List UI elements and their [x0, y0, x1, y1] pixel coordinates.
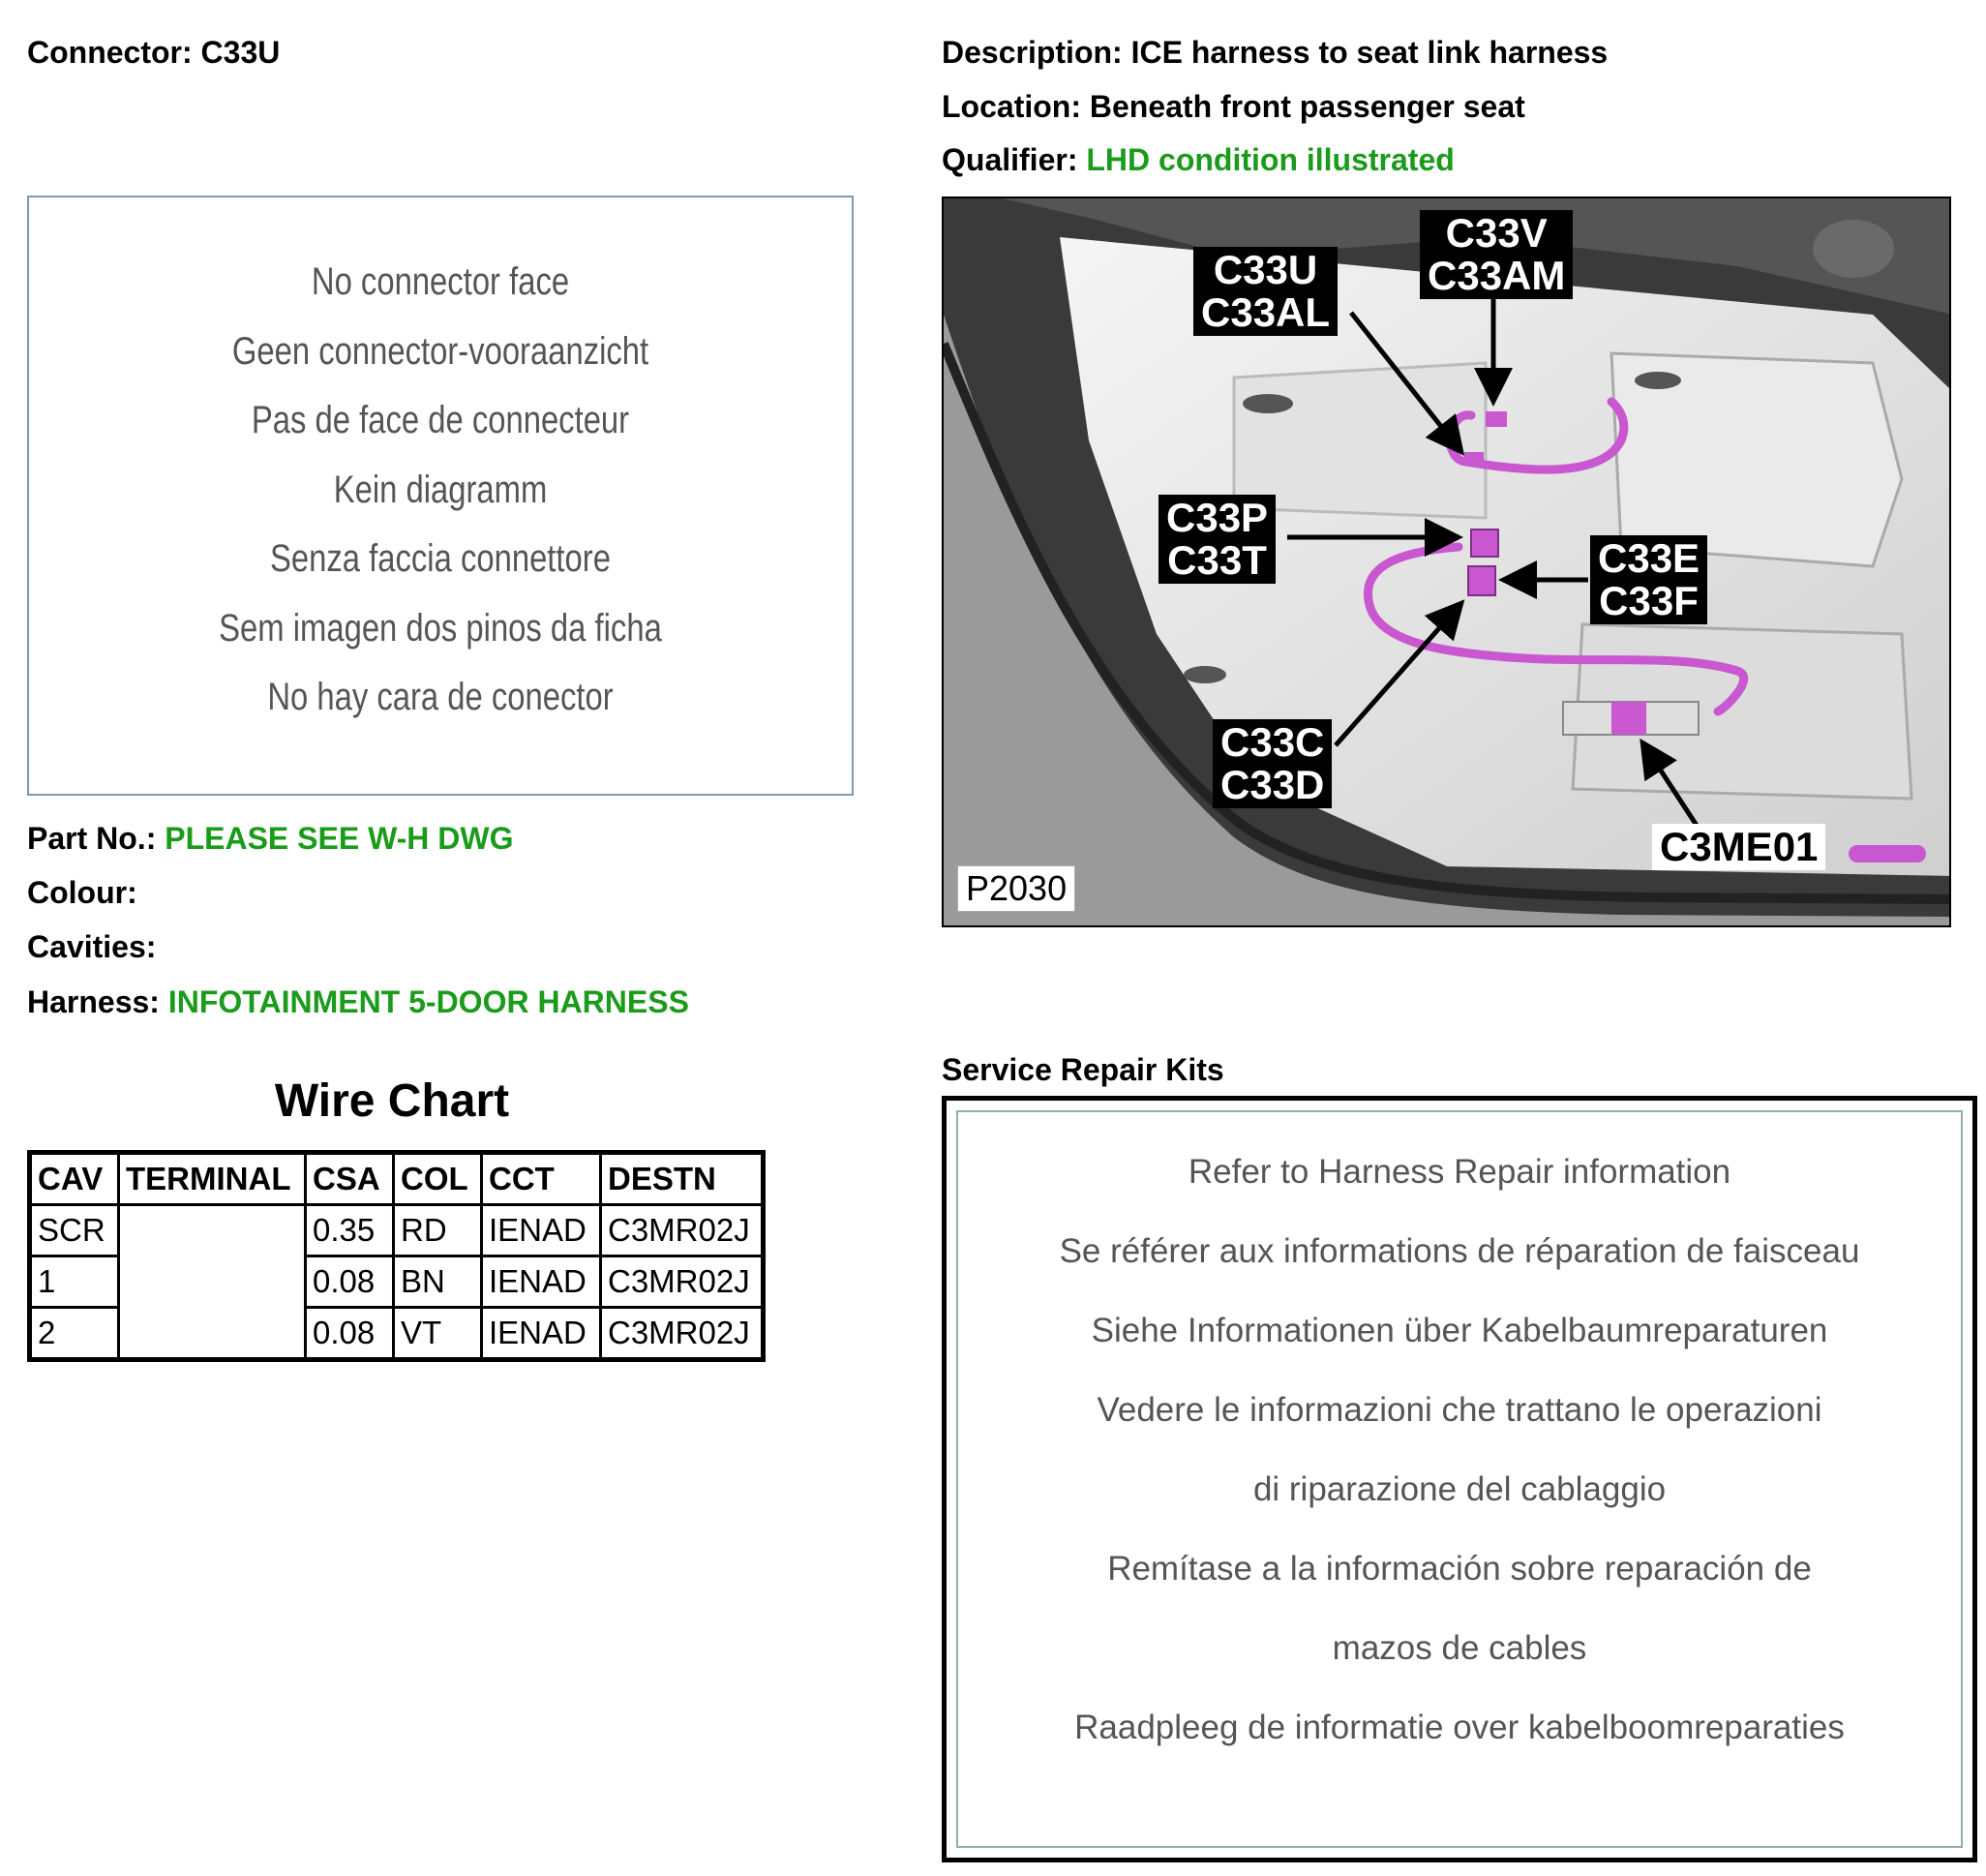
callout-label: C3ME01: [1660, 824, 1819, 869]
connector-face-line: Kein diagramm: [333, 468, 548, 511]
header-cav: CAV: [30, 1153, 119, 1205]
cell-cct: IENAD: [482, 1308, 601, 1360]
callout-c33v-c33am: [1420, 210, 1573, 299]
table-row: [30, 1205, 764, 1256]
service-repair-box: [942, 1096, 1977, 1862]
colour-label: Colour:: [27, 875, 137, 910]
cell-cct: IENAD: [482, 1205, 601, 1256]
qualifier-label: Qualifier:: [942, 142, 1078, 177]
cell-csa: 0.08: [306, 1256, 394, 1308]
description-label: Description:: [942, 35, 1123, 70]
header-csa: CSA: [306, 1153, 394, 1205]
qualifier-value: LHD condition illustrated: [1086, 142, 1455, 177]
connector-face-line: No hay cara de conector: [267, 676, 614, 718]
callout-label: C33T: [1167, 537, 1267, 583]
callout-label: C33U: [1213, 247, 1318, 292]
cell-col: RD: [394, 1205, 482, 1256]
repair-line: Siehe Informationen über Kabelbaumreparaturen: [1091, 1312, 1828, 1349]
callout-c33p-c33t: [1158, 495, 1276, 584]
cell-destn: C3MR02J: [601, 1256, 764, 1308]
figure-code: P2030: [957, 865, 1075, 912]
service-repair-inner: [956, 1110, 1963, 1848]
callout-c33c-c33d: [1213, 719, 1332, 808]
location-label: Location:: [942, 89, 1081, 124]
wire-chart-table: [27, 1150, 766, 1362]
cell-destn: C3MR02J: [601, 1205, 764, 1256]
connector-face-lines: [29, 248, 852, 733]
connector-face-box: [27, 196, 854, 796]
callout-label: C33C: [1220, 719, 1325, 765]
location-value: Beneath front passenger seat: [1089, 89, 1525, 124]
harness-label: Harness:: [27, 984, 160, 1019]
header-terminal: TERMINAL: [119, 1153, 306, 1205]
part-no-value: PLEASE SEE W-H DWG: [165, 821, 514, 856]
location-line: [942, 89, 1525, 125]
repair-line: Remítase a la información sobre reparación de: [1107, 1550, 1812, 1588]
connector-face-line: Sem imagen dos pinos da ficha: [219, 606, 662, 650]
wire-chart-title: Wire Chart: [274, 1075, 510, 1127]
description-value: ICE harness to seat link harness: [1130, 35, 1609, 70]
callout-label: C33F: [1599, 578, 1699, 623]
cell-csa: 0.08: [306, 1308, 394, 1360]
location-figure: [942, 197, 1951, 927]
harness-line: [27, 984, 689, 1020]
cell-csa: 0.35: [306, 1205, 394, 1256]
cell-cav: 2: [30, 1308, 119, 1360]
callout-label: C33AL: [1201, 289, 1331, 335]
repair-line: Raadpleeg de informatie over kabelboomreparaties: [1074, 1709, 1845, 1746]
repair-line: Vedere le informazioni che trattano le operazioni: [1097, 1391, 1822, 1429]
repair-line: Refer to Harness Repair information: [1188, 1153, 1731, 1191]
connector-line: [27, 35, 280, 71]
harness-value: INFOTAINMENT 5-DOOR HARNESS: [167, 984, 689, 1019]
repair-line: Se référer aux informations de réparation de faisceau: [1059, 1232, 1860, 1270]
connector-face-line: Geen connector-vooraanzicht: [231, 329, 649, 373]
connector-face-line: No connector face: [311, 260, 570, 303]
wire-chart-header-row: [30, 1153, 764, 1205]
cavities-label: Cavities:: [27, 929, 157, 964]
description-line: [942, 35, 1608, 71]
callout-label: C33P: [1166, 495, 1269, 540]
qualifier-line: [942, 142, 1455, 178]
callout-c33e-c33f: [1590, 535, 1707, 624]
callout-c33u-c33al: [1193, 247, 1338, 336]
connector-face-line: Pas de face de connecteur: [251, 399, 630, 441]
callout-c3me01: [1652, 824, 1825, 870]
cell-destn: C3MR02J: [601, 1308, 764, 1360]
repair-line: di riparazione del cablaggio: [1252, 1470, 1667, 1508]
cell-cav: 1: [30, 1256, 119, 1308]
colour-line: [27, 875, 137, 911]
callout-label: C33D: [1220, 762, 1325, 807]
cell-cct: IENAD: [482, 1256, 601, 1308]
cell-cav: SCR: [30, 1205, 119, 1256]
callout-label: C33E: [1598, 535, 1700, 581]
cell-col: BN: [394, 1256, 482, 1308]
service-repair-title: Service Repair Kits: [942, 1052, 1224, 1087]
header-col: COL: [394, 1153, 482, 1205]
cavities-line: [27, 929, 156, 965]
cell-terminal: [119, 1205, 306, 1360]
header-destn: DESTN: [601, 1153, 764, 1205]
repair-line: mazos de cables: [1332, 1629, 1587, 1667]
part-no-label: Part No.:: [27, 821, 157, 856]
vehicle-floor-illustration: [944, 198, 1951, 927]
part-no-line: [27, 821, 514, 857]
connector-label: Connector:: [27, 35, 193, 70]
cell-col: VT: [394, 1308, 482, 1360]
callout-label: C33AM: [1428, 253, 1566, 298]
connector-face-line: Senza faccia connettore: [270, 537, 611, 580]
header-cct: CCT: [482, 1153, 601, 1205]
connector-value: C33U: [200, 35, 281, 70]
callout-label: C33V: [1445, 210, 1548, 256]
